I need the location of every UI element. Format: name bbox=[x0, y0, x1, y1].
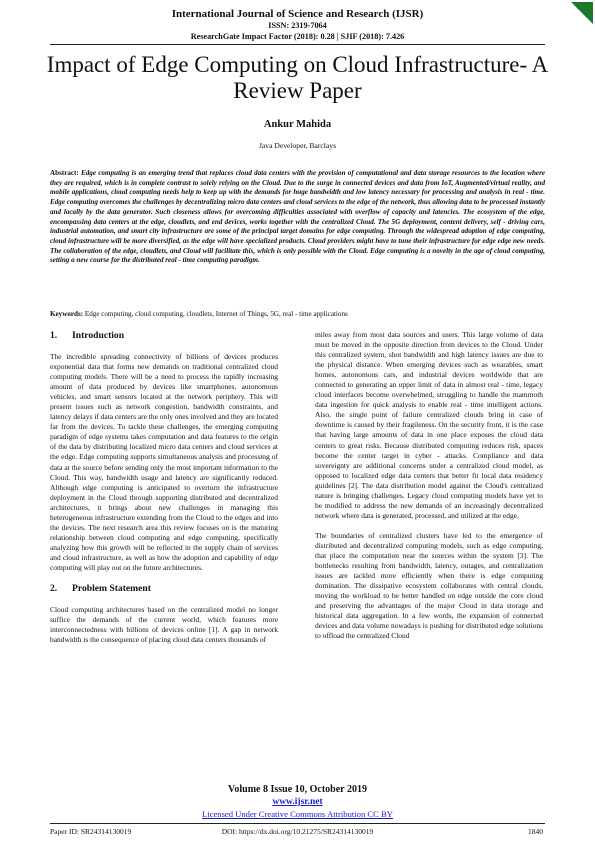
impact-factor: ResearchGate Impact Factor (2018): 0.28 | SJIF (2018): 7.426 bbox=[190, 32, 405, 41]
license-link[interactable]: Licensed Under Creative Commons Attribution CC BY bbox=[202, 809, 393, 819]
keywords bbox=[50, 310, 545, 320]
keywords-text: Edge computing, cloud computing, cloudlets, Internet of Things, 5G, real - time applications bbox=[84, 310, 348, 318]
author-name: Ankur Mahida bbox=[263, 119, 332, 130]
right-column bbox=[315, 330, 543, 651]
problem-statement-paragraph: Cloud computing architectures based on the centralized model no longer suffice the demands of the current world, which features more interconnectedness with billions of devices online [1]. A gap in network bandwidth is the consequence of placing cloud data centers thousands of bbox=[50, 605, 278, 645]
footer-volume: Volume 8 Issue 10, October 2019 bbox=[228, 784, 367, 795]
abstract-label: Abstract: bbox=[50, 169, 79, 177]
issn: ISSN: 2319-7064 bbox=[268, 21, 327, 30]
section-heading-problem-statement bbox=[50, 583, 278, 595]
section-title: Introduction bbox=[72, 330, 125, 341]
journal-name: International Journal of Science and Research (IJSR) bbox=[171, 8, 424, 20]
abstract bbox=[50, 169, 545, 266]
left-column bbox=[50, 330, 278, 655]
keywords-label: Keywords: bbox=[50, 310, 84, 318]
section-title: Problem Statement bbox=[72, 583, 151, 595]
author-affiliation: Java Developer, Barclays bbox=[258, 141, 337, 150]
header-divider bbox=[50, 44, 545, 45]
page-number: 1840 bbox=[528, 827, 543, 836]
journal-url-link[interactable]: www.ijsr.net bbox=[272, 797, 323, 807]
paper-id: Paper ID: SR24314130019 bbox=[50, 827, 132, 836]
problem-statement-paragraph-2: The boundaries of centralized clusters have led to the emergence of distributed and decentralized computing models, such as edge computing, that place the computation near the sources within the system [3]. The bottlenecks resulting from bandwidth, latency, outages, and centralization issues are tackled more efficiently when there is edge computing domination. The dissipative ecosystem collaborates with central clouds, moving the workload to be better handled on edge outside the core cloud and preserving the advantages of the major Cloud in data storage and historical data aggregation. In a few words, the expansion of connected devices and data volume nowadays is pushing for distributed edge solutions to offload the centralized Cloud bbox=[315, 530, 543, 641]
abstract-text: Edge computing is an emerging trend that replaces cloud data centers with the provision of computational and data storage resources to the location where they are required, which is in complete contrast to solely relying on the Cloud. Due to the surge in connected devices and data from IoT, Augmented/virtual reality, and mobile applications, cloud computing needs help to keep up with the demands for huge bandwidth and low latency necessary for processing and analysis in real - time. Edge computing overcomes the challenges by decentralizing micro data centers and cloud services to the edge of the network, thus allowing data to be processed instantly and locally by the data generator. Such closeness allows for overcoming difficulties associated with overflow of capacity and latencies. The ecosystem of the edge, encompassing data centers at the edge, cloudlets, and end devices, works together with the centralized Cloud. The 5G deployment, content delivery, self - driving cars, industrial automation, and smart city infrastructure are some of the principal target domains for edge computing. Through the widespread adoption of edge computing, cloud infrastructure will be more diversified, as the edge will have specialized products. Cloud providers might have to tune their infrastructure for edge edge new needs. The collaboration of the edge, cloudlets, and Cloud will facilitate this, which is only possible with the Cloud. Edge computing is a novelty in the age of cloud computing, setting a new course for the distributed real - time computing paradigm. bbox=[50, 169, 545, 265]
introduction-paragraph: The incredible spreading connectivity of billions of devices produces exponential data that forms new demands on traditional centralized cloud computing models. There will be a need to process the rapidly increasing amount of data produced by devices like smartphones, autonomous vehicles, and smart sensors located at the network periphery. This will present issues such as network congestion, bandwidth constraints, and latency delays if data centers are the only ones involved and they are located far from the devices. To tackle these challenges, the emerging computing paradigm of edge systems takes computation and data features to the origin of the data by distributing localized micro data centers and cloud services at the edge. Edge computing supports simultaneous analysis and processing of data at the source before sending only the most important information to the Cloud. This way, bandwidth usage and latency are significantly reduced. Although edge computing is anticipated to overturn the infrastructure deployment in the Cloud through supporting distributed and decentralized architectures, it brings about new challenges in managing this heterogeneous infrastructure extending from the Cloud to the edges and into the devices. The next research area this review focuses on is the maturing relationship between cloud computing and edge computing, specifically analyzing how this growth will be reflected in the supply chain of services and cloud infrastructure, as well as how the adoption and capability of edge computing will play out on the future architectures. bbox=[50, 352, 278, 572]
paper-title: Impact of Edge Computing on Cloud Infrastructure- A Review Paper bbox=[46, 52, 549, 103]
doi-link[interactable]: DOI: https://dx.doi.org/10.21275/SR24314130019 bbox=[221, 827, 374, 836]
problem-statement-paragraph-continued: miles away from most data sources and users. This large volume of data must be moved in the opposite direction from devices to the Cloud. Under this centralized system, shot bandwidth and high latency issues are due to the physical distance. When emerging devices such as wearables, smart homes, autonomous cars, and industrial devices worldwide that are connected to generating an upper limit of data in almost real - time, legacy cloud interfaces become overwhelmed, struggling to handle the mammoth data ingestion for quick analysis to enable real - time intelligent actions. Also, the single point of failure centralized clouds bring in case of downtime is caused by their fragileness. On the security front, it is the case that having large amounts of data in one place exposes the cloud data centers to great risks. Because distributed computing reduces risk, spaces become the center target in cyber - attacks. Compliance and data sovereignty are additional concerns under a centralized cloud model, as opposed to localized edge data centers that better fit local data residency guidelines [2]. The data distribution model against the Cloud's centralized nature is bringing challenges. Legacy cloud computing models have yet to be modified to address the new demands of an increasingly decentralized network where data is generated, processed, and utilized at the edge. bbox=[315, 330, 543, 520]
section-number: 1. bbox=[50, 330, 58, 341]
section-number: 2. bbox=[50, 583, 58, 595]
footer-divider bbox=[50, 823, 545, 824]
corner-tab-icon bbox=[571, 2, 593, 24]
section-heading-introduction bbox=[50, 330, 278, 342]
